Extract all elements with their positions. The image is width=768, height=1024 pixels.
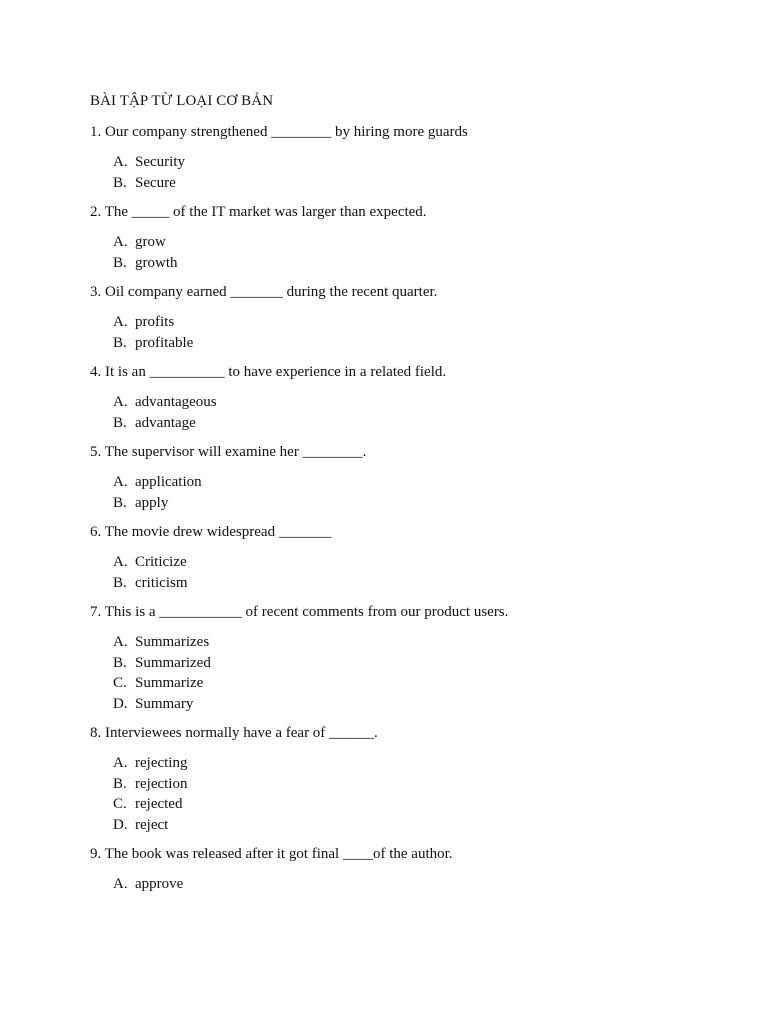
question-text: 2. The _____ of the IT market was larger than expected.: [90, 204, 427, 220]
option-letter: A.: [113, 755, 128, 771]
option-text: Summarizes: [135, 634, 210, 650]
option-letter: B.: [113, 494, 127, 511]
option-text: Secure: [135, 174, 176, 191]
question-text: 9. The book was released after it got final ____of the author.: [90, 846, 453, 862]
option-text: grow: [135, 234, 166, 250]
option-text: rejection: [135, 775, 188, 792]
option-text: approve: [135, 876, 184, 892]
option-d: [90, 694, 690, 715]
option-letter: D.: [113, 695, 128, 712]
option-letter: A.: [113, 554, 128, 570]
option-text: advantageous: [135, 394, 217, 410]
question-8: [90, 723, 690, 835]
option-text: Summarize: [135, 675, 204, 691]
option-letter: B.: [113, 654, 127, 671]
options-list: [90, 152, 690, 193]
options-list: [90, 392, 690, 433]
question-text: 5. The supervisor will examine her ________.: [90, 444, 367, 460]
option-text: profits: [135, 314, 175, 330]
question-7: [90, 602, 690, 714]
option-letter: A.: [113, 154, 128, 170]
option-letter: A.: [113, 234, 128, 250]
option-text: criticism: [135, 574, 188, 591]
options-list: [90, 472, 690, 513]
options-list: [90, 552, 690, 593]
question-text: 8. Interviewees normally have a fear of ______.: [90, 725, 378, 741]
options-list: [90, 232, 690, 273]
option-letter: A.: [113, 394, 128, 410]
option-text: rejected: [135, 796, 183, 812]
option-a: [90, 632, 690, 653]
option-a: [90, 874, 690, 895]
option-letter: B.: [113, 775, 127, 792]
option-letter: B.: [113, 334, 127, 351]
question-text: 7. This is a ___________ of recent comments from our product users.: [90, 604, 509, 620]
question-5: [90, 442, 690, 513]
option-text: Criticize: [135, 554, 187, 570]
option-letter: B.: [113, 254, 127, 271]
option-b: [90, 173, 690, 194]
option-b: [90, 253, 690, 274]
option-text: rejecting: [135, 755, 188, 771]
option-text: Summarized: [135, 654, 211, 671]
option-text: Summary: [135, 695, 194, 712]
option-text: Security: [135, 154, 185, 170]
question-3: [90, 282, 690, 353]
question-9: [90, 844, 690, 895]
option-letter: C.: [113, 796, 127, 812]
option-b: [90, 573, 690, 594]
option-a: [90, 392, 690, 413]
option-letter: B.: [113, 574, 127, 591]
option-text: reject: [135, 816, 169, 833]
option-d: [90, 815, 690, 836]
question-text: 1. Our company strengthened ________ by hiring more guards: [90, 124, 468, 140]
option-text: growth: [135, 254, 178, 271]
option-text: apply: [135, 494, 169, 511]
question-2: [90, 202, 690, 273]
option-text: application: [135, 474, 202, 490]
question-1: [90, 122, 690, 193]
option-letter: B.: [113, 414, 127, 431]
option-letter: B.: [113, 174, 127, 191]
options-list: [90, 874, 690, 895]
option-letter: A.: [113, 314, 128, 330]
document-page: [90, 90, 690, 904]
option-a: [90, 753, 690, 774]
question-text: 6. The movie drew widespread _______: [90, 524, 332, 540]
question-6: [90, 522, 690, 593]
option-b: [90, 333, 690, 354]
question-4: [90, 362, 690, 433]
options-list: [90, 753, 690, 835]
options-list: [90, 632, 690, 714]
options-list: [90, 312, 690, 353]
question-text: 3. Oil company earned _______ during the recent quarter.: [90, 284, 438, 300]
option-a: [90, 152, 690, 173]
option-letter: A.: [113, 474, 128, 490]
option-text: profitable: [135, 334, 194, 351]
option-letter: A.: [113, 634, 128, 650]
option-b: [90, 653, 690, 674]
option-a: [90, 312, 690, 333]
option-b: [90, 413, 690, 434]
option-c: [90, 794, 690, 815]
option-letter: C.: [113, 675, 127, 691]
option-a: [90, 552, 690, 573]
option-c: [90, 673, 690, 694]
option-a: [90, 232, 690, 253]
option-a: [90, 472, 690, 493]
option-b: [90, 774, 690, 795]
option-b: [90, 493, 690, 514]
option-text: advantage: [135, 414, 196, 431]
option-letter: A.: [113, 876, 128, 892]
question-text: 4. It is an __________ to have experience in a related field.: [90, 364, 447, 380]
option-letter: D.: [113, 816, 128, 833]
document-title: BÀI TẬP TỪ LOẠI CƠ BẢN: [90, 93, 274, 109]
